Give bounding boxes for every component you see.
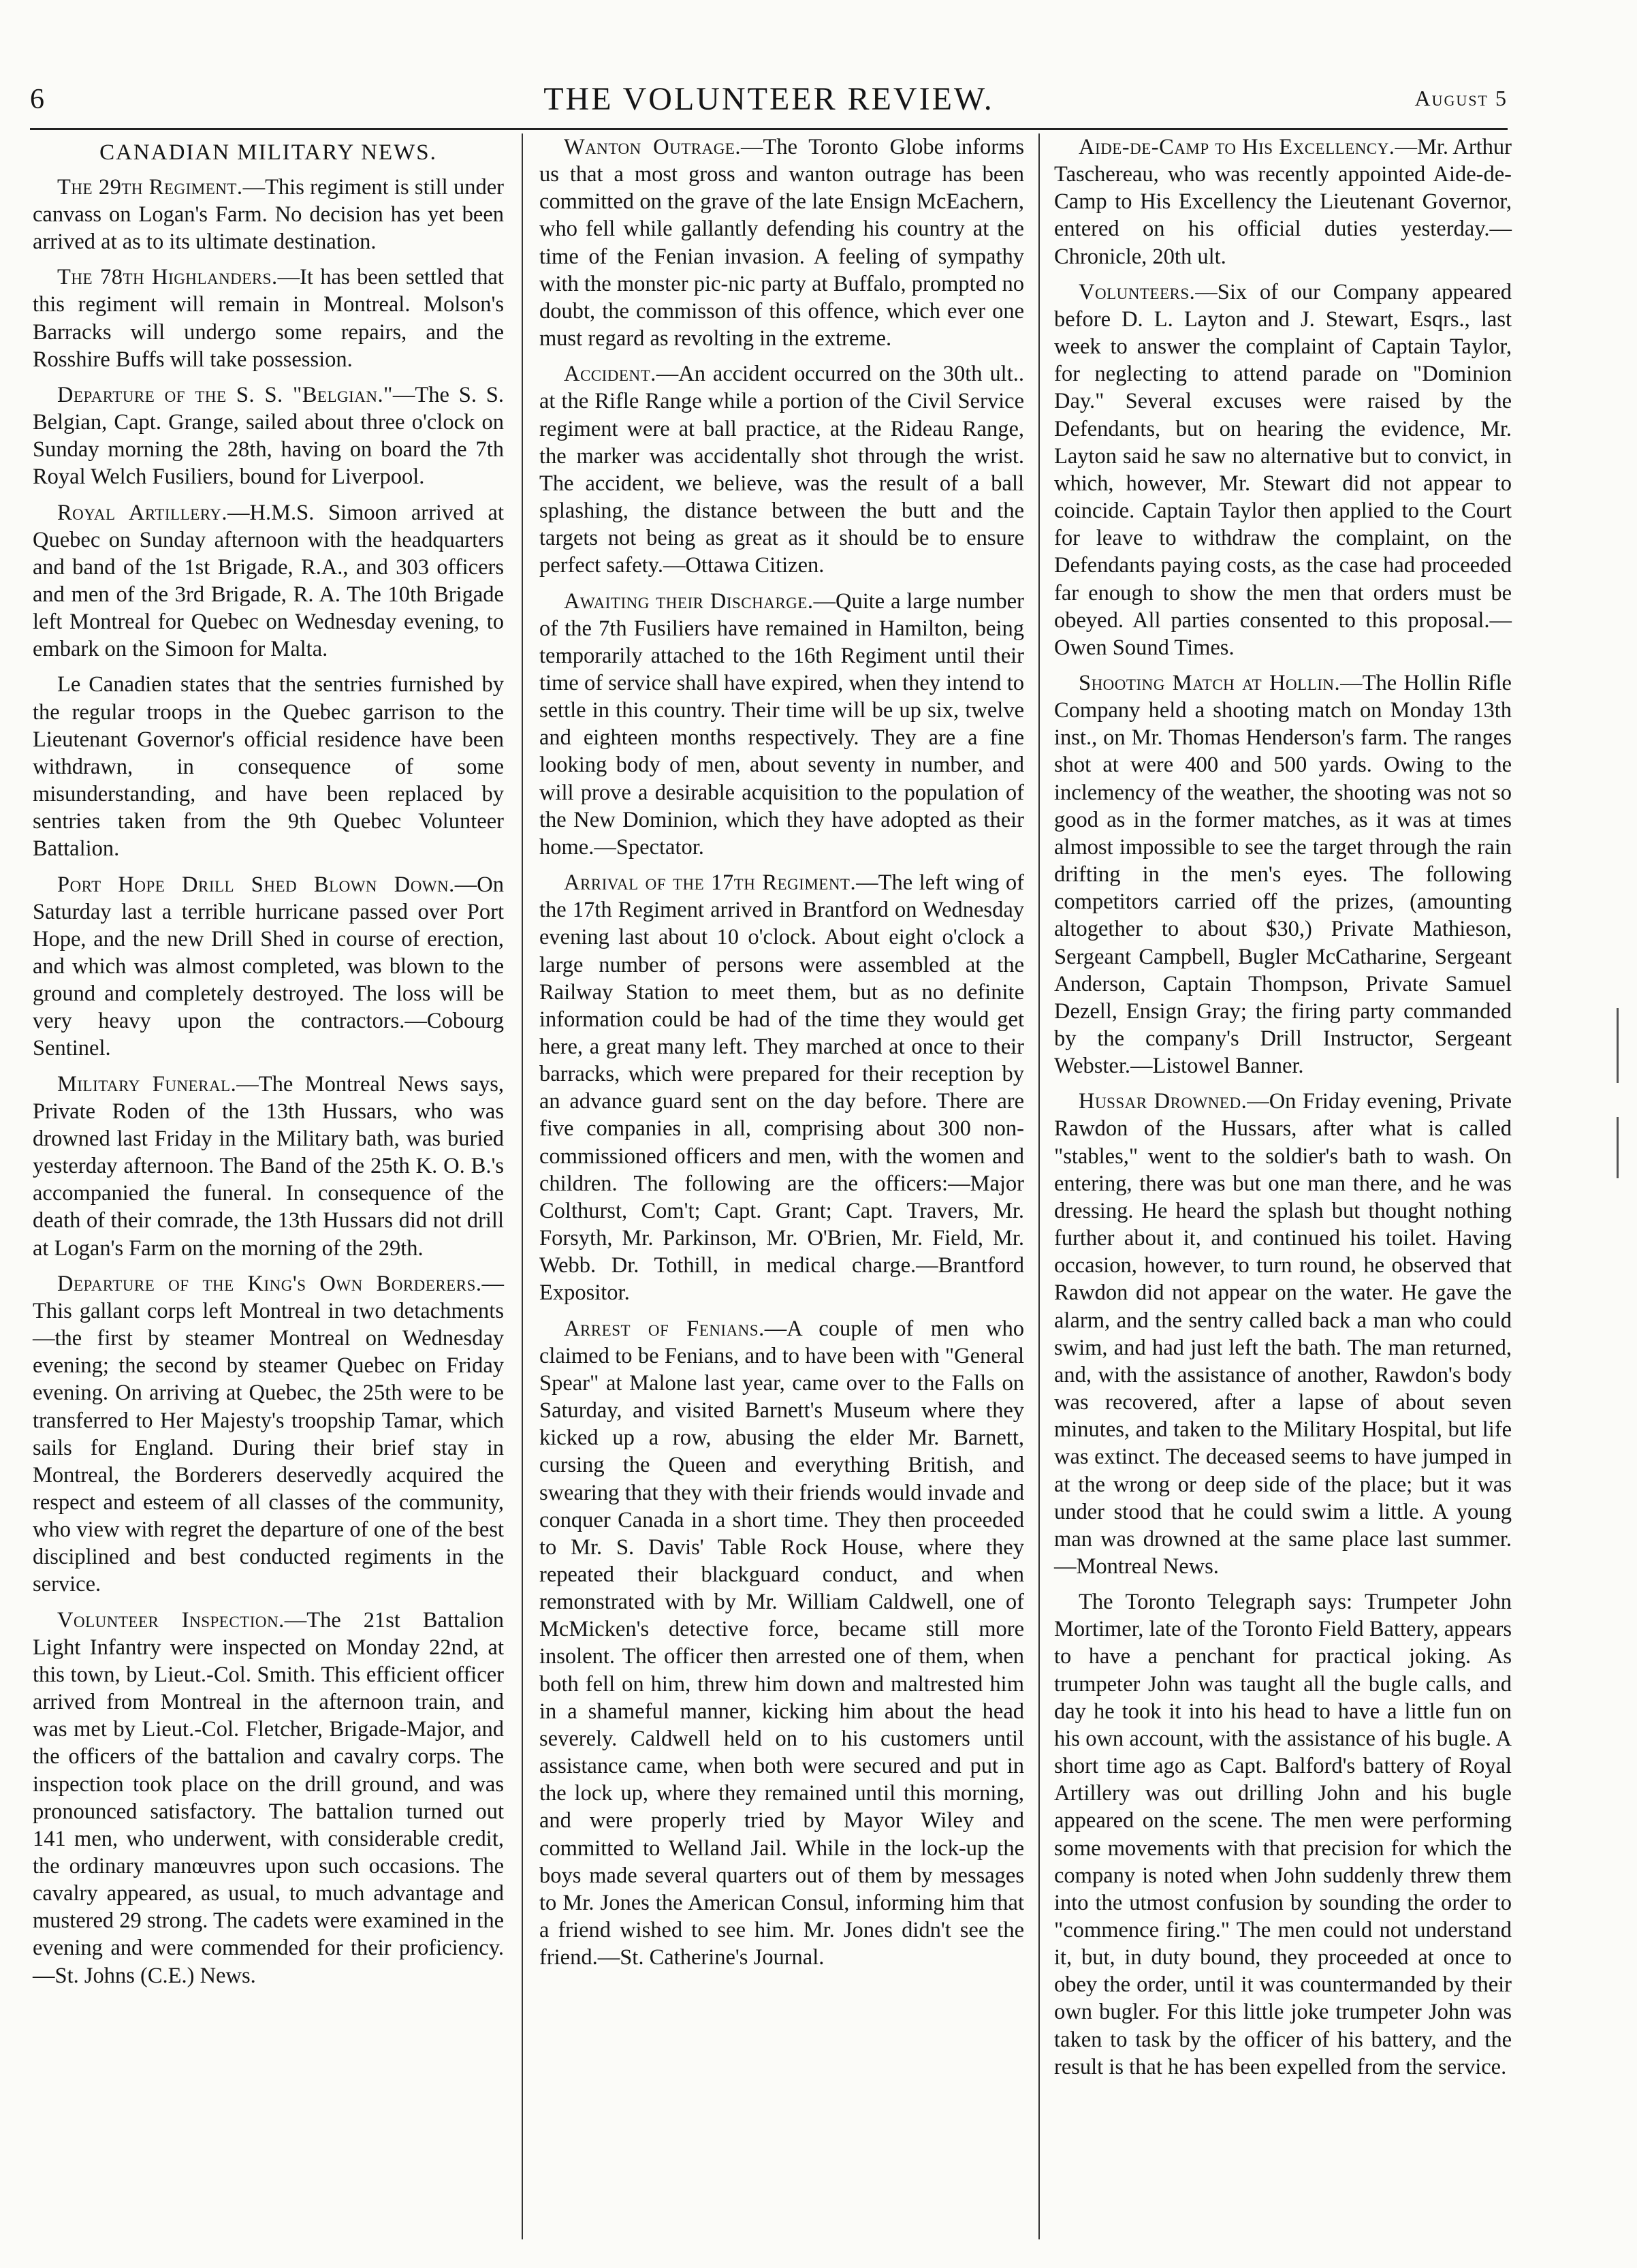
article-headline: Wanton Outrage. <box>564 135 741 159</box>
article <box>1054 279 1512 661</box>
article-body: —It has been settled that this regiment will remain in Montreal. Molson's Barracks will undergo some repairs, and the Rosshire Buffs will take possession. <box>33 265 504 372</box>
article <box>1054 1088 1512 1580</box>
article-body: —On Friday evening, Private Rawdon of the Hussars, after what is called "stables," went to the soldier's bath to wash. On entering, there was but one man there, and he was dressing. He heard the splash but thought nothing further about it, and continued his toilet. Having occasion, however, to turn round, he observed that Rawdon did not appear on the water. He gave the alarm, and the sentry called back a man who could swim, and had just left the bath. The man returned, and, with the assistance of another, Rawdon's body was recovered, after a lapse of about seven minutes, and taken to the Military Hospital, but life was extinct. The deceased seems to have jumped in at the wrong or deep side of the place; but it was under stood that he could swim a little. A young man was drowned at the same place last summer.—Montreal News. <box>1054 1089 1512 1579</box>
article-body: —The Montreal News says, Private Roden of the 13th Hussars, who was drowned last Friday in the Military bath, was buried yesterday afternoon. The Band of the 25th K. O. B.'s accompanied the funeral. In consequence of the death of their comrade, the 13th Hussars did not drill at Logan's Farm on the morning of the 29th. <box>33 1071 504 1261</box>
article <box>33 1071 504 1262</box>
scan-edge-mark <box>1617 1008 1619 1083</box>
article-headline: The 78th Highlanders. <box>57 265 278 290</box>
article <box>33 499 504 663</box>
article <box>539 1315 1024 1972</box>
section-heading: CANADIAN MILITARY NEWS. <box>99 140 437 165</box>
articles <box>33 174 504 1989</box>
article-body: —The Hollin Rifle Company held a shooting match on Monday 13th inst., on Mr. Thomas Henderson's farm. The ranges shot at were 400 and 500 yards. Owing to the inclemency of the weather, the shooting was not so good as in the former matches, as it was at times almost impossible to see the target through the rain drifting in the men's eyes. The following competitors carried off the prizes, (amounting altogether to about $30,) Private Mathieson, Sergeant Campbell, Bugler McCatharine, Sergeant Anderson, Captain Thompson, Private Samuel Dezell, Ensign Gray; the firing party commanded by the company's Drill Instructor, Sergeant Webster.—Listowel Banner. <box>1054 670 1512 1079</box>
article-body: —This regiment is still under canvass on Logan's Farm. No decision has yet been arrived at as to its ultimate destination. <box>33 174 505 255</box>
article <box>33 174 504 255</box>
newspaper-title: THE VOLUNTEER REVIEW. <box>543 81 994 117</box>
article-headline: Volunteer Inspection. <box>57 1607 285 1633</box>
article <box>539 588 1024 862</box>
article <box>1054 1588 1512 2081</box>
article-headline: Awaiting their Discharge. <box>564 588 814 614</box>
header-rule <box>30 128 1508 130</box>
article-headline: The 29th Regiment. <box>57 174 243 200</box>
article <box>33 871 504 1062</box>
column-divider <box>522 133 523 2239</box>
article-body: —Mr. Arthur Taschereau, who was recently appointed Aide-de-Camp to His Excellency the Lieutenant Governor, entered on his official duties yesterday.—Chronicle, 20th ult. <box>1054 135 1512 269</box>
article <box>539 133 1024 352</box>
article-body: Le Canadien states that the sentries furnished by the regular troops in the Quebec garrison to the Lieutenant Governor's official residence have been withdrawn, in consequence of some misunderstanding, and have been replaced by sentries taken from the 9th Quebec Volunteer Battalion. <box>33 672 504 862</box>
article-headline: Departure of the S. S. "Belgian." <box>57 382 393 407</box>
article-headline: Royal Artillery. <box>57 500 227 525</box>
article-body: —A couple of men who claimed to be Fenians, and to have been with "General Spear" at Malone last year, came over to the Falls on Saturday, and visited Barnett's Museum where they kicked up a row, abusing the elder Mr. Barnett, cursing the Queen and everything British, and swearing that they with their friends would invade and conquer Canada in a short time. They then proceeded to Mr. S. Davis' Table Rock House, where they repeated their blackguard conduct, and when remonstrated with by Mr. William Caldwell, one of McMicken's detective force, became still more insolent. The officer then arrested one of them, when both fell on him, threw him down and maltrested him in a shameful manner, kicking him about the head severely. Caldwell held on to his customers until assistance came, when both were secured and put in the lock up, where they remained until this morning, and were properly tried by Mayor Wiley and committed to Welland Jail. While in the lock-up the boys made several quarters out of them by messages to Mr. Jones the American Consul, informing him that a friend wished to see him. Mr. Jones didn't see the friend.—St. Catherine's Journal. <box>539 1316 1024 1970</box>
article <box>33 1607 504 1989</box>
article-headline: Hussar Drowned. <box>1079 1089 1247 1114</box>
article <box>539 869 1024 1307</box>
article-body: —Quite a large number of the 7th Fusiliers have remained in Hamilton, being temporarily attached to the 16th Regiment until their time of service shall have expired, when they intend to settle in this country. Their time will be up six, twelve and eighteen months respectively. They are a fine looking body of men, about seventy in number, and will prove a desirable acquisition to the population of the New Dominion, which they have adopted as their home.—Spectator. <box>539 588 1024 860</box>
article-body: —Six of our Company appeared before D. L. Layton and J. Stewart, Esqrs., last week to answer the complaint of Captain Taylor, for neglecting to attend parade on "Dominion Day." Several excuses were raised by the Defendants, but on hearing the evidence, Mr. Layton said he saw no alternative but to convict, in which, however, Mr. Stewart did not appear to coincide. Captain Taylor then applied to the Court for leave to withdraw the complaint, on the Defendants paying costs, as the case had proceeded far enough to show the men that orders must be obeyed. All parties consented to this proposal.—Owen Sound Times. <box>1054 279 1512 660</box>
article-body: —An accident occurred on the 30th ult.. at the Rifle Range while a portion of the Civil Service regiment were at ball practice, at the Rideau Range, the marker was accidentally shot through the wrist. The accident, we believe, was the result of a ball splashing, the distance between the butt and the targets not being as great as it should be to ensure perfect safety.—Ottawa Citizen. <box>539 362 1024 578</box>
article-body: —The S. S. Belgian, Capt. Grange, sailed about three o'clock on Sunday morning the 28th, having on board the 7th Royal Welch Fusiliers, bound for Liverpool. <box>33 382 504 490</box>
article <box>539 360 1024 579</box>
article <box>33 381 504 491</box>
page-header <box>30 80 1508 121</box>
scan-edge-mark <box>1617 1117 1619 1178</box>
column-3 <box>1054 133 1512 2089</box>
article <box>1054 133 1512 270</box>
issue-date: August 5 <box>1414 86 1508 110</box>
article-headline: Shooting Match at Hollin. <box>1079 670 1341 695</box>
article-headline: Aide-de-Camp to His Excellency. <box>1079 135 1395 159</box>
article-headline: Arrest of Fenians. <box>564 1316 765 1341</box>
article <box>33 264 504 373</box>
article-headline: Port Hope Drill Shed Blown Down. <box>57 872 455 897</box>
article-body: —The 21st Battalion Light Infantry were inspected on Monday 22nd, at this town, by Lieut.-Col. Smith. This efficient officer arrived from Montreal in the afternoon train, and was met by Lieut.-Col. Fletcher, Brigade-Major, and the officers of the battalion and cavalry corps. The inspection took place on the drill ground, and was pronounced satisfactory. The battalion turned out 141 men, who underwent, with considerable credit, the ordinary manœuvres upon such occasions. The cavalry appeared, as usual, to much advantage and mustered 29 strong. The cadets were examined in the evening and were commended for their proficiency.—St. Johns (C.E.) News. <box>33 1607 504 1988</box>
article-headline: Departure of the King's Own Borderers. <box>57 1271 482 1296</box>
column-divider <box>1038 133 1040 2239</box>
article-headline: Volunteers. <box>1079 279 1196 304</box>
article-body: —The left wing of the 17th Regiment arrived in Brantford on Wednesday evening last about 10 o'clock. About eight o'clock a large number of persons were assembled at the Railway Station to meet them, but as no definite information could be had of the time they would get here, a great many left. They marched at once to their barracks, which were prepared for their reception by an advance guard sent on the day before. There are five companies in all, comprising about 300 non-commissioned officers and men, with the women and children. The following are the officers:—Major Colthurst, Com't; Capt. Grant; Capt. Travers, Mr. Forsyth, Mr. Parkinson, Mr. O'Brien, Mr. Field, Mr. Webb. Dr. Tothill, in medical charge.—Brantford Expositor. <box>539 870 1024 1306</box>
article-body: —H.M.S. Simoon arrived at Quebec on Sunday afternoon with the headquarters and band of the 1st Brigade, R.A., and 303 officers and men of the 3rd Brigade, R. A. The 10th Brigade left Montreal for Quebec on Wednesday evening, to embark on the Simoon for Malta. <box>33 500 504 662</box>
article-body: The Toronto Telegraph says: Trumpeter John Mortimer, late of the Toronto Field Battery, appears to have a penchant for practical joking. As trumpeter John was taught all the bugle calls, and day he took it into his head to have a little fun on his own account, with the assistance of his bugle. A short time ago as Capt. Balford's battery of Royal Artillery was out drilling John and his bugle appeared on the scene. The men were performing some movements with that precision for which the company is noted when John suddenly threw them into the utmost confusion by sounding the order to "commence firing." The men could not understand it, but, in duty bound, they proceeded at once to obey the order, until it was countermanded by their own bugler. For this little joke trumpeter John was taken to task by the officer of his battery, and the result is that he has been expelled from the service. <box>1054 1590 1512 2079</box>
article-headline: Accident. <box>564 362 656 387</box>
column-1 <box>33 133 504 1998</box>
article-headline: Military Funeral. <box>57 1071 237 1097</box>
page-number: 6 <box>30 84 44 115</box>
article <box>33 671 504 862</box>
article <box>1054 670 1512 1080</box>
article <box>33 1270 504 1598</box>
article-headline: Arrival of the 17th Regiment. <box>564 870 857 896</box>
articles <box>539 133 1024 1971</box>
article-body: —The Toronto Globe informs us that a most gross and wanton outrage has been committed on the grave of the late Ensign McEachern, who fell while gallantly defending his country at the time of the Fenian invasion. A feeling of sympathy with the monster pic-nic party at Buffalo, prompted no doubt, the commisson of this offence, which ever one must regard as revolting in the extreme. <box>539 135 1024 351</box>
column-2 <box>539 133 1024 1979</box>
article-body: —This gallant corps left Montreal in two detachments—the first by steamer Montreal on Wednesday evening; the second by steamer Quebec on Friday evening. On arriving at Quebec, the 25th were to be transferred to Her Majesty's troopship Tamar, which sails for England. During their brief stay in Montreal, the Borderers deservedly acquired the respect and esteem of all classes of the community, who view with regret the departure of one of the best disciplined and best conducted regiments in the service. <box>33 1271 504 1597</box>
articles <box>1054 133 1512 2081</box>
article-body: —On Saturday last a terrible hurricane passed over Port Hope, and the new Drill Shed in course of erection, and which was almost completed, was blown to the ground and completely destroyed. The loss will be very heavy upon the contractors.—Cobourg Sentinel. <box>33 872 504 1061</box>
